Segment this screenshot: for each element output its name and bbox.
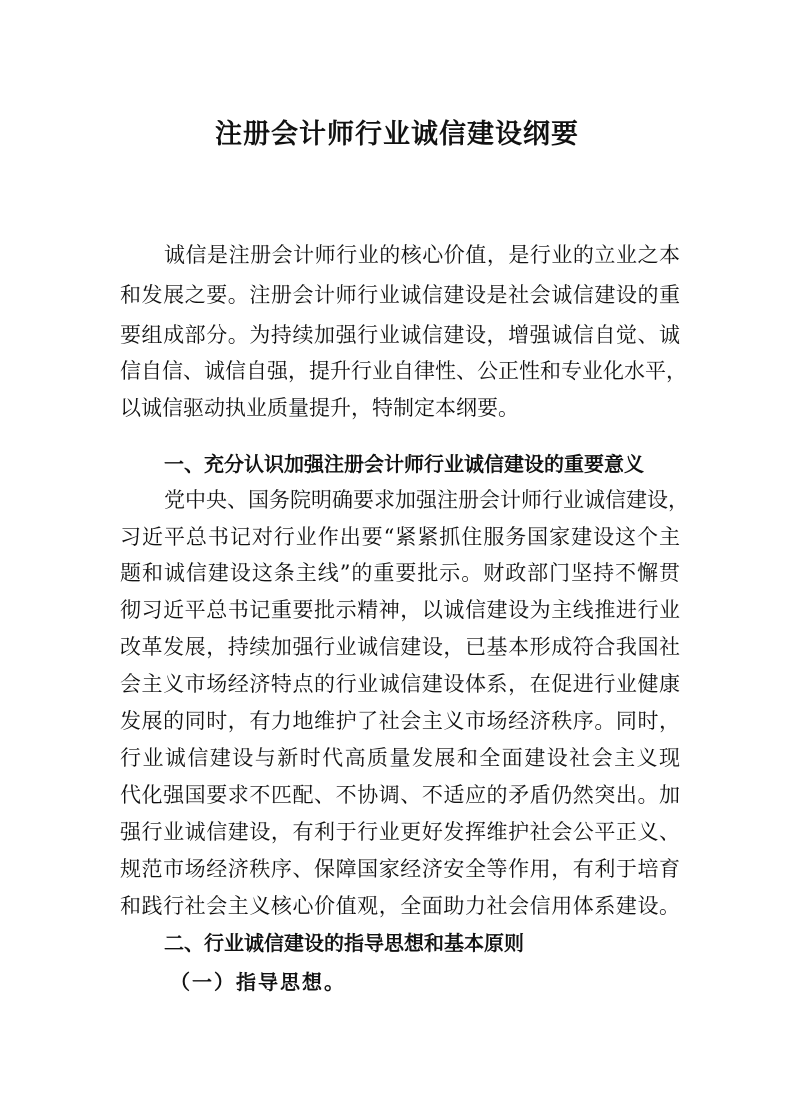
body-line: 代化强国要求不匹配、不协调、不适应的矛盾仍然突出。加 <box>120 783 680 807</box>
body-line: 习近平总书记对行业作出要“紧紧抓住服务国家建设这个主 <box>120 525 680 549</box>
document-title: 注册会计师行业诚信建设纲要 <box>215 119 579 150</box>
section-heading: 一、充分认识加强注册会计师行业诚信建设的重要意义 <box>164 452 644 476</box>
body-line: 改革发展，持续加强行业诚信建设，已基本形成符合我国社 <box>120 635 680 659</box>
subsection-heading: （一）指导思想。 <box>170 970 346 994</box>
section-heading: 二、行业诚信建设的指导思想和基本原则 <box>164 931 524 955</box>
body-line: 题和诚信建设这条主线”的重要批示。财政部门坚持不懈贯 <box>120 561 680 585</box>
intro-line: 要组成部分。为持续加强行业诚信建设，增强诚信自觉、诚 <box>120 323 680 347</box>
intro-line: 以诚信驱动执业质量提升，特制定本纲要。 <box>120 396 519 420</box>
intro-line: 和发展之要。注册会计师行业诚信建设是社会诚信建设的重 <box>120 283 680 307</box>
body-line: 行业诚信建设与新时代高质量发展和全面建设社会主义现 <box>120 746 680 770</box>
body-line: 会主义市场经济特点的行业诚信建设体系，在促进行业健康 <box>120 672 680 696</box>
body-line: 规范市场经济秩序、保障国家经济安全等作用，有利于培育 <box>120 857 680 881</box>
body-line: 和践行社会主义核心价值观，全面助力社会信用体系建设。 <box>120 894 680 918</box>
body-line: 强行业诚信建设，有利于行业更好发挥维护社会公平正义、 <box>120 820 680 844</box>
intro-line: 诚信是注册会计师行业的核心价值，是行业的立业之本 <box>164 243 680 267</box>
body-line: 彻习近平总书记重要批示精神，以诚信建设为主线推进行业 <box>120 598 680 622</box>
body-line: 党中央、国务院明确要求加强注册会计师行业诚信建设， <box>164 488 689 512</box>
intro-line: 信自信、诚信自强，提升行业自律性、公正性和专业化水平， <box>120 359 687 383</box>
body-line: 发展的同时，有力地维护了社会主义市场经济秩序。同时， <box>120 709 680 733</box>
